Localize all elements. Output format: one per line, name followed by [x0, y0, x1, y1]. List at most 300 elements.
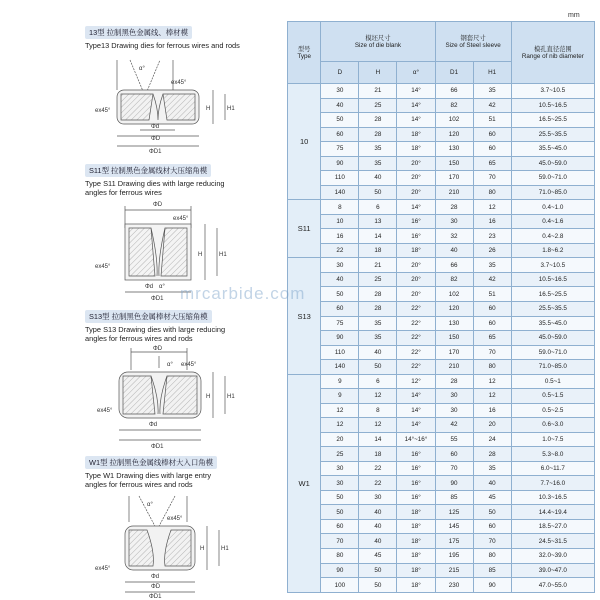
table-cell: 66: [435, 84, 473, 99]
table-cell: 22°: [397, 301, 435, 316]
type-cell: 10: [288, 84, 321, 200]
table-cell: 40: [359, 345, 397, 360]
table-cell: 22: [321, 243, 359, 258]
table-cell: 18: [359, 447, 397, 462]
table-cell: 10.3~16.5: [511, 490, 594, 505]
table-cell: 12: [321, 418, 359, 433]
section-type-w1: [85, 452, 283, 489]
table-cell: 170: [435, 171, 473, 186]
label-ex45: ex45°: [167, 516, 183, 522]
table-cell: 51: [473, 287, 511, 302]
table-cell: 18°: [397, 534, 435, 549]
table-cell: 18°: [397, 142, 435, 157]
unit-label: mm: [568, 12, 580, 19]
table-cell: 16°: [397, 447, 435, 462]
table-cell: 110: [321, 171, 359, 186]
type-cell: S13: [288, 258, 321, 374]
table-cell: 40: [321, 272, 359, 287]
table-cell: 8: [321, 200, 359, 215]
table-cell: 150: [435, 331, 473, 346]
section-type13: [85, 22, 283, 50]
header-sleeve-en: Size of Steel sleeve: [445, 41, 501, 49]
table-cell: 14: [359, 229, 397, 244]
header-range-cn: 模孔直径范围: [533, 45, 572, 53]
table-row: [288, 374, 595, 389]
table-cell: 35: [359, 156, 397, 171]
table-cell: 55: [435, 432, 473, 447]
table-row: [288, 142, 595, 157]
type-cell: W1: [288, 374, 321, 592]
table-cell: 0.5~1: [511, 374, 594, 389]
table-cell: 170: [435, 345, 473, 360]
table-cell: 90: [435, 476, 473, 491]
table-row: [288, 432, 595, 447]
table-cell: 22: [359, 461, 397, 476]
table-cell: 28: [359, 127, 397, 142]
table-cell: 7.7~16.0: [511, 476, 594, 491]
table-cell: 12: [473, 200, 511, 215]
table-cell: 16°: [397, 476, 435, 491]
table-cell: 80: [321, 549, 359, 564]
table-cell: 23: [473, 229, 511, 244]
table-row: [288, 127, 595, 142]
table-cell: 0.4~1.6: [511, 214, 594, 229]
table-cell: 12: [359, 418, 397, 433]
type-cell: S11: [288, 200, 321, 258]
section-title: S13型 拉制黑色金属棒材大压缩角模: [85, 310, 212, 323]
table-cell: 35: [359, 316, 397, 331]
table-row: [288, 229, 595, 244]
table-cell: 14°: [397, 200, 435, 215]
table-cell: 45: [359, 549, 397, 564]
table-cell: 6: [359, 200, 397, 215]
header-type-cn: 型号: [297, 45, 311, 53]
table-cell: 14°: [397, 113, 435, 128]
table-cell: 140: [321, 185, 359, 200]
table-row: [288, 84, 595, 99]
table-row: [288, 258, 595, 273]
table-cell: 0.5~1.5: [511, 389, 594, 404]
table-cell: 45.0~59.0: [511, 331, 594, 346]
table-cell: 102: [435, 287, 473, 302]
table-cell: 50: [359, 563, 397, 578]
table-cell: 40: [321, 98, 359, 113]
table-cell: 70: [473, 171, 511, 186]
table-cell: 18°: [397, 519, 435, 534]
table-cell: 12: [359, 389, 397, 404]
section-title: S11型 拉制黑色金属线材大压缩角模: [85, 164, 211, 177]
table-cell: 18: [359, 243, 397, 258]
table-cell: 14.4~19.4: [511, 505, 594, 520]
table-cell: 60: [435, 447, 473, 462]
table-row: [288, 549, 595, 564]
col-header-D1: D1: [435, 62, 473, 84]
table-cell: 14: [359, 432, 397, 447]
table-cell: 10.5~16.5: [511, 98, 594, 113]
table-cell: 0.6~3.0: [511, 418, 594, 433]
table-cell: 60: [473, 142, 511, 157]
table-row: [288, 389, 595, 404]
table-cell: 12°: [397, 374, 435, 389]
table-row: [288, 461, 595, 476]
table-cell: 18.5~27.0: [511, 519, 594, 534]
table-cell: 50: [321, 287, 359, 302]
table-cell: 120: [435, 301, 473, 316]
table-cell: 71.0~85.0: [511, 360, 594, 375]
table-cell: 25: [359, 98, 397, 113]
table-row: [288, 185, 595, 200]
table-row: [288, 534, 595, 549]
table-cell: 18°: [397, 127, 435, 142]
label-phi-d: Φd: [151, 124, 160, 130]
table-cell: 18°: [397, 243, 435, 258]
table-cell: 20°: [397, 258, 435, 273]
col-header-H: H: [359, 62, 397, 84]
table-cell: 130: [435, 316, 473, 331]
table-cell: 30: [435, 389, 473, 404]
spec-table: [287, 21, 595, 593]
table-cell: 13: [359, 214, 397, 229]
table-cell: 35.5~45.0: [511, 316, 594, 331]
table-cell: 215: [435, 563, 473, 578]
table-row: [288, 418, 595, 433]
table-cell: 85: [435, 490, 473, 505]
table-cell: 10.5~16.5: [511, 272, 594, 287]
table-row: [288, 200, 595, 215]
table-cell: 30: [321, 258, 359, 273]
label-h1: H1: [227, 106, 235, 112]
table-row: [288, 316, 595, 331]
table-cell: 30: [359, 490, 397, 505]
table-cell: 28: [359, 113, 397, 128]
table-row: [288, 505, 595, 520]
table-cell: 28: [473, 447, 511, 462]
table-cell: 82: [435, 98, 473, 113]
table-cell: 50: [321, 505, 359, 520]
spec-table-body: [288, 84, 595, 593]
table-cell: 5.3~8.0: [511, 447, 594, 462]
table-cell: 16.5~25.5: [511, 287, 594, 302]
table-cell: 12: [473, 389, 511, 404]
table-cell: 22: [359, 476, 397, 491]
table-cell: 80: [473, 549, 511, 564]
table-cell: 30: [321, 476, 359, 491]
table-cell: 21: [359, 84, 397, 99]
table-cell: 20°: [397, 272, 435, 287]
table-cell: 25.5~35.5: [511, 127, 594, 142]
table-cell: 28: [359, 301, 397, 316]
label-ex45: ex45°: [173, 216, 189, 222]
table-cell: 0.5~2.5: [511, 403, 594, 418]
table-cell: 50: [321, 490, 359, 505]
table-cell: 80: [473, 360, 511, 375]
die-diagram-type-s11: [95, 198, 245, 302]
table-cell: 150: [435, 156, 473, 171]
table-cell: 18°: [397, 549, 435, 564]
header-die-blank: [321, 22, 435, 62]
table-cell: 28: [435, 374, 473, 389]
table-cell: 35.5~45.0: [511, 142, 594, 157]
label-alpha: α°: [139, 66, 145, 72]
table-cell: 25: [359, 272, 397, 287]
table-cell: 71.0~85.0: [511, 185, 594, 200]
table-cell: 45: [473, 490, 511, 505]
table-cell: 35: [359, 331, 397, 346]
table-cell: 210: [435, 185, 473, 200]
table-row: [288, 403, 595, 418]
table-cell: 12: [321, 403, 359, 418]
header-steel-sleeve: [435, 22, 511, 62]
table-row: [288, 447, 595, 462]
table-cell: 90: [321, 563, 359, 578]
label-h: H: [206, 394, 211, 400]
label-ex45-left: ex45°: [95, 108, 111, 114]
table-row: [288, 563, 595, 578]
col-header-alpha: α°: [397, 62, 435, 84]
table-row: [288, 345, 595, 360]
label-ex45: ex45°: [181, 362, 197, 368]
table-cell: 6: [359, 374, 397, 389]
table-cell: 130: [435, 142, 473, 157]
table-cell: 20: [321, 432, 359, 447]
header-type-en: Type: [297, 52, 311, 60]
header-blank-cn: 模坯尺寸: [365, 34, 391, 42]
header-nib-range: [511, 22, 594, 84]
table-cell: 60: [473, 127, 511, 142]
table-cell: 12: [473, 374, 511, 389]
header-sleeve-cn: 钢套尺寸: [460, 34, 486, 42]
label-phi-D: ΦD: [151, 584, 161, 590]
table-cell: 6.0~11.7: [511, 461, 594, 476]
table-cell: 30: [435, 214, 473, 229]
table-cell: 90: [321, 331, 359, 346]
table-cell: 25.5~35.5: [511, 301, 594, 316]
table-cell: 30: [435, 403, 473, 418]
table-cell: 24: [473, 432, 511, 447]
table-cell: 45.0~59.0: [511, 156, 594, 171]
table-cell: 60: [321, 519, 359, 534]
table-cell: 40: [359, 534, 397, 549]
table-cell: 42: [473, 272, 511, 287]
section-title: W1型 拉制黑色金属线棒材大入口角模: [85, 456, 217, 469]
table-cell: 90: [321, 156, 359, 171]
table-cell: 20°: [397, 287, 435, 302]
table-cell: 10: [321, 214, 359, 229]
table-cell: 50: [473, 505, 511, 520]
table-row: [288, 113, 595, 128]
table-cell: 0.4~2.8: [511, 229, 594, 244]
table-cell: 75: [321, 316, 359, 331]
table-cell: 28: [359, 287, 397, 302]
table-cell: 195: [435, 549, 473, 564]
table-cell: 16°: [397, 490, 435, 505]
table-cell: 65: [473, 156, 511, 171]
table-cell: 59.0~71.0: [511, 171, 594, 186]
table-cell: 50: [359, 185, 397, 200]
label-alpha: α°: [147, 502, 153, 508]
table-cell: 14°: [397, 389, 435, 404]
table-cell: 1.8~6.2: [511, 243, 594, 258]
table-row: [288, 476, 595, 491]
table-row: [288, 578, 595, 593]
table-cell: 60: [473, 519, 511, 534]
table-cell: 35: [359, 142, 397, 157]
label-phi-d: Φd: [145, 284, 154, 290]
table-row: [288, 272, 595, 287]
table-cell: 20°: [397, 185, 435, 200]
table-cell: 22°: [397, 345, 435, 360]
table-cell: 59.0~71.0: [511, 345, 594, 360]
table-cell: 40: [359, 519, 397, 534]
table-row: [288, 490, 595, 505]
table-cell: 16°: [397, 461, 435, 476]
table-cell: 40: [473, 476, 511, 491]
label-h: H: [200, 546, 205, 552]
table-row: [288, 331, 595, 346]
table-cell: 22°: [397, 331, 435, 346]
table-row: [288, 301, 595, 316]
die-diagram-type13: [95, 54, 245, 158]
table-cell: 22°: [397, 360, 435, 375]
table-cell: 125: [435, 505, 473, 520]
table-cell: 50: [321, 113, 359, 128]
table-cell: 40: [435, 243, 473, 258]
table-cell: 60: [321, 301, 359, 316]
table-cell: 35: [473, 258, 511, 273]
header-range-en: Range of nib diameter: [521, 52, 584, 60]
table-cell: 70: [473, 345, 511, 360]
table-cell: 18°: [397, 578, 435, 593]
table-cell: 42: [473, 98, 511, 113]
section-subtitle: Type S13 Drawing dies with large reducing angles for ferrous wires and rods: [85, 325, 226, 343]
col-header-D: D: [321, 62, 359, 84]
table-cell: 28: [435, 200, 473, 215]
table-cell: 20°: [397, 156, 435, 171]
table-cell: 30: [321, 461, 359, 476]
label-ex45: ex45°: [171, 80, 187, 86]
table-cell: 40: [359, 505, 397, 520]
label-phi-D1: ΦD1: [149, 594, 162, 598]
table-cell: 90: [473, 578, 511, 593]
label-h1: H1: [221, 546, 229, 552]
label-phi-D1: ΦD1: [151, 444, 164, 448]
table-row: [288, 214, 595, 229]
table-cell: 3.7~10.5: [511, 84, 594, 99]
table-cell: 14°: [397, 84, 435, 99]
label-phi-D: ΦD: [151, 136, 161, 142]
section-subtitle: Type13 Drawing dies for ferrous wires and rods: [85, 41, 240, 50]
label-phi-d: Φd: [151, 574, 160, 580]
table-cell: 18°: [397, 563, 435, 578]
table-row: [288, 98, 595, 113]
table-cell: 18°: [397, 505, 435, 520]
label-phi-D1: ΦD1: [151, 296, 164, 302]
table-cell: 110: [321, 345, 359, 360]
table-row: [288, 243, 595, 258]
table-cell: 80: [473, 185, 511, 200]
table-cell: 50: [359, 360, 397, 375]
label-phi-d: Φd: [149, 422, 158, 428]
table-cell: 60: [321, 127, 359, 142]
table-cell: 39.0~47.0: [511, 563, 594, 578]
table-cell: 14°: [397, 418, 435, 433]
table-cell: 85: [473, 563, 511, 578]
table-cell: 9: [321, 374, 359, 389]
table-cell: 16: [321, 229, 359, 244]
table-cell: 16°: [397, 229, 435, 244]
table-cell: 25: [321, 447, 359, 462]
table-cell: 1.0~7.5: [511, 432, 594, 447]
table-cell: 20: [473, 418, 511, 433]
table-cell: 51: [473, 113, 511, 128]
table-cell: 82: [435, 272, 473, 287]
table-row: [288, 171, 595, 186]
table-cell: 60: [473, 301, 511, 316]
section-subtitle: Type W1 Drawing dies with large entry angles for ferrous wires and rods: [85, 471, 212, 489]
table-row: [288, 519, 595, 534]
table-cell: 50: [359, 578, 397, 593]
table-cell: 75: [321, 142, 359, 157]
table-cell: 210: [435, 360, 473, 375]
label-phi-D: ΦD: [153, 202, 163, 208]
table-cell: 21: [359, 258, 397, 273]
table-cell: 120: [435, 127, 473, 142]
table-cell: 8: [359, 403, 397, 418]
table-cell: 14°: [397, 403, 435, 418]
table-cell: 65: [473, 331, 511, 346]
table-cell: 35: [473, 461, 511, 476]
table-cell: 66: [435, 258, 473, 273]
table-cell: 102: [435, 113, 473, 128]
die-diagram-type-w1: [95, 488, 245, 598]
table-cell: 35: [473, 84, 511, 99]
table-row: [288, 360, 595, 375]
label-phi-D: ΦD: [153, 346, 163, 352]
table-cell: 42: [435, 418, 473, 433]
table-cell: 60: [473, 316, 511, 331]
table-cell: 100: [321, 578, 359, 593]
table-cell: 140: [321, 360, 359, 375]
table-cell: 30: [321, 84, 359, 99]
table-cell: 230: [435, 578, 473, 593]
label-ex45-left: ex45°: [95, 566, 111, 572]
table-cell: 145: [435, 519, 473, 534]
label-alpha: α°: [159, 284, 165, 290]
table-cell: 16.5~25.5: [511, 113, 594, 128]
header-type: [288, 22, 321, 84]
label-h1: H1: [227, 394, 235, 400]
table-cell: 40: [359, 171, 397, 186]
table-cell: 16°: [397, 214, 435, 229]
label-ex45-left: ex45°: [95, 264, 111, 270]
table-cell: 22°: [397, 316, 435, 331]
table-cell: 175: [435, 534, 473, 549]
table-cell: 70: [435, 461, 473, 476]
watermark: mrcarbide.com: [180, 284, 306, 303]
table-cell: 70: [321, 534, 359, 549]
table-cell: 16: [473, 214, 511, 229]
section-title: 13型 拉制黑色金属线、棒材模: [85, 26, 192, 39]
section-subtitle: Type S11 Drawing dies with large reducing angles for ferrous wires: [85, 179, 225, 197]
table-cell: 24.5~31.5: [511, 534, 594, 549]
table-cell: 47.0~55.0: [511, 578, 594, 593]
section-type-s11: [85, 160, 283, 197]
table-row: [288, 156, 595, 171]
table-cell: 9: [321, 389, 359, 404]
table-cell: 26: [473, 243, 511, 258]
table-cell: 32.0~39.0: [511, 549, 594, 564]
table-row: [288, 287, 595, 302]
